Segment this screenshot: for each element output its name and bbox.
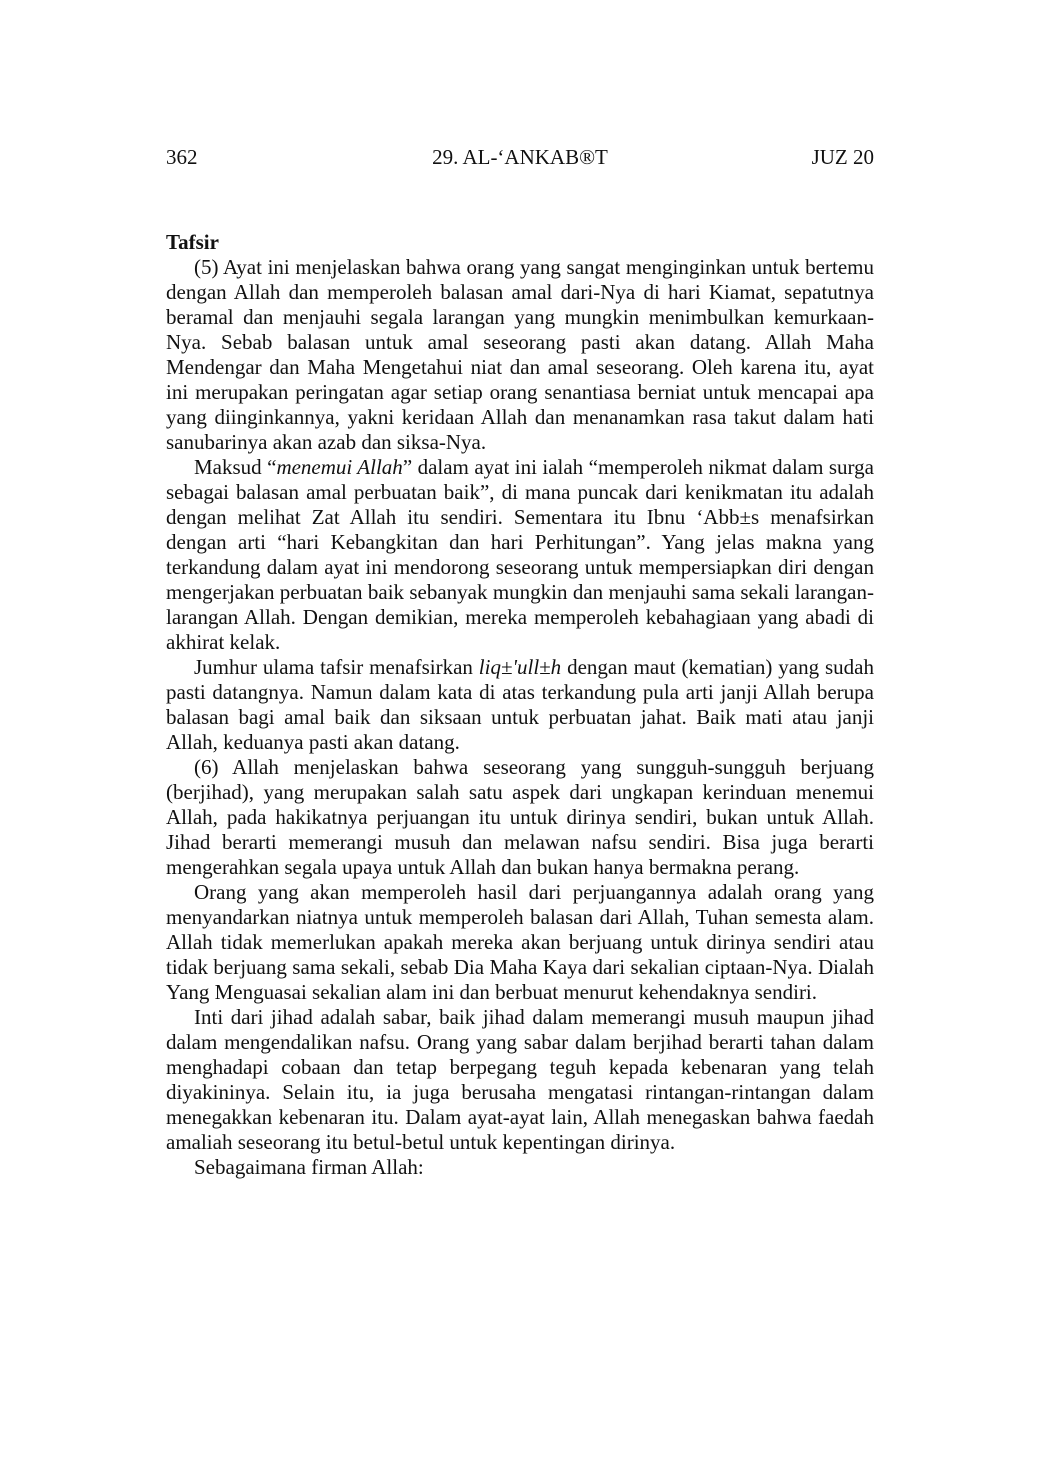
paragraph-6: Inti dari jihad adalah sabar, baik jihad dalam memerangi musuh maupun jihad dalam mengendalikan nafsu. Orang yang sabar dalam berjihad berarti tahan dalam menghadapi cobaan dan tetap berpegang teguh kepada kebenaran yang telah diyakininya. Selain itu, ia juga berusaha mengatasi rintangan-rintangan dalam menegakkan kebenaran itu. Dalam ayat-ayat lain, Allah menegaskan bahwa faedah amaliah seseorang itu betul-betul untuk kepentingan dirinya. xyxy=(166,1005,874,1154)
page-number: 362 xyxy=(166,145,198,169)
paragraph-4: (6) Allah menjelaskan bahwa seseorang yang sungguh-sungguh berjuang (berjihad), yang merupakan salah satu aspek dari ungkapan kerinduan menemui Allah, pada hakikatnya perjuangan itu untuk dirinya sendiri, bukan untuk Allah. Jihad berarti memerangi musuh dan melawan nafsu sendiri. Bisa juga berarti mengerahkan segala upaya untuk Allah dan bukan hanya bermakna perang. xyxy=(166,755,874,879)
running-header xyxy=(166,140,874,174)
juz-label: JUZ 20 xyxy=(811,145,874,169)
paragraph-3-italic: liq±'ull±h xyxy=(478,655,562,679)
paragraph-2-pre: Maksud “ xyxy=(194,455,277,479)
paragraph-3 xyxy=(166,655,874,755)
paragraph-2-italic: menemui Allah xyxy=(276,455,403,479)
chapter-title: 29. AL-‘ANKAB®T xyxy=(432,145,608,169)
page xyxy=(166,140,874,1180)
section-title: Tafsir xyxy=(166,230,219,254)
paragraph-5: Orang yang akan memperoleh hasil dari perjuangannya adalah orang yang menyandarkan niatnya untuk memperoleh balasan dari Allah, Tuhan semesta alam. Allah tidak memerlukan apakah mereka akan berjuang untuk dirinya sendiri atau tidak berjuang sama sekali, sebab Dia Maha Kaya dari sekalian ciptaan-Nya. Dialah Yang Menguasai sekalian alam ini dan berbuat menurut kehendaknya sendiri. xyxy=(166,880,874,1004)
paragraph-3-pre: Jumhur ulama tafsir menafsirkan xyxy=(194,655,479,679)
paragraph-3-post: dengan maut (kematian) yang sudah pasti datangnya. Namun dalam kata di atas terkandung pula arti janji Allah berupa balasan bagi amal baik dan siksaan untuk perbuatan jahat. Baik mati atau janji Allah, keduanya pasti akan datang. xyxy=(166,655,875,754)
paragraph-2 xyxy=(166,455,874,655)
paragraph-7: Sebagaimana firman Allah: xyxy=(194,1155,424,1179)
paragraph-1: (5) Ayat ini menjelaskan bahwa orang yang sangat menginginkan untuk bertemu dengan Allah dan memperoleh balasan amal dari-Nya di hari Kiamat, sepatutnya beramal dan menjauhi segala larangan yang mungkin menimbulkan kemurkaan-Nya. Sebab balasan untuk amal seseorang pasti akan datang. Allah Maha Mendengar dan Maha Mengetahui niat dan amal seseorang. Oleh karena itu, ayat ini merupakan peringatan agar setiap orang senantiasa berniat untuk mencapai apa yang diinginkannya, yakni keridaan Allah dan menanamkan rasa takut dalam hati sanubarinya akan azab dan siksa-Nya. xyxy=(166,255,874,454)
paragraph-2-post: ” dalam ayat ini ialah “memperoleh nikmat dalam surga sebagai balasan amal perbuatan baik”, di mana puncak dari kenikmatan itu adalah dengan melihat Zat Allah itu sendiri. Sementara itu Ibnu ‘Abb±s menafsirkan dengan arti “hari Kebangkitan dan hari Perhitungan”. Yang jelas makna yang terkandung dalam ayat ini mendorong seseorang untuk mempersiapkan diri dengan mengerjakan perbuatan baik sebanyak mungkin dan menjauhi sama sekali larangan-larangan Allah. Dengan demikian, mereka memperoleh kebahagiaan yang abadi di akhirat kelak. xyxy=(166,455,874,654)
